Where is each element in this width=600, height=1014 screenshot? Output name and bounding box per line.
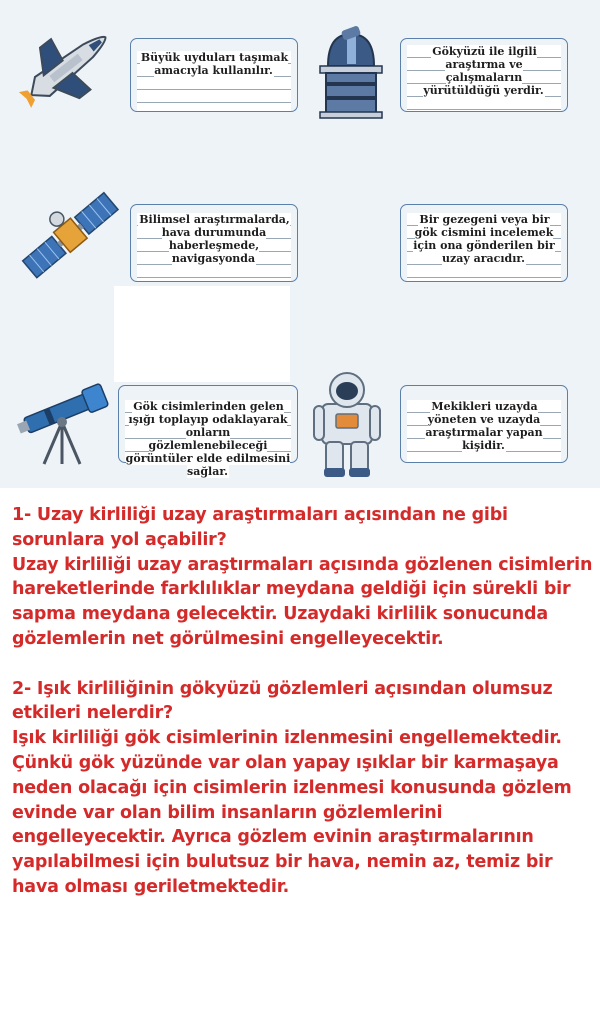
paragraph-gap <box>12 652 596 677</box>
card-probe <box>400 204 568 282</box>
worksheet-panel <box>0 0 600 488</box>
card-satellite <box>130 204 298 282</box>
card-astronaut <box>400 385 568 463</box>
observatory-icon <box>316 26 386 120</box>
card-shuttle-text: Büyük uyduları taşımak amacıyla kullanılır. <box>140 51 289 77</box>
card-telescope <box>118 385 298 478</box>
satellite-icon <box>18 186 124 286</box>
astronaut-icon <box>312 370 382 480</box>
card-shuttle <box>130 38 298 112</box>
card-telescope-text: Gök cisimlerinden gelen ışığı toplayıp odaklayarak onların gözlemlenebileceği görüntüler elde edilmesini sağlar. <box>125 400 291 478</box>
card-astronaut-text: Mekikleri uzayda yöneten ve uzayda araştırmalar yapan kişidir. <box>425 400 543 452</box>
blank-area <box>114 286 290 382</box>
answer-1: Uzay kirliliği uzay araştırmaları açısında gözlenen cisimlerin hareketlerinde farklılıklar meydana geldiği için sürekli bir sapma meydana gelecektir. Uzaydaki kirlilik sonucunda gözlemlerin net görülmesini engelleyecektir. <box>12 554 593 649</box>
card-observatory <box>400 38 568 112</box>
question-1: 1- Uzay kirliliği uzay araştırmaları açısından ne gibi sorunlara yol açabilir? <box>12 505 508 550</box>
questions-answers <box>12 503 596 900</box>
telescope-icon <box>16 372 116 466</box>
card-probe-text: Bir gezegeni veya bir gök cismini incelemek için ona gönderilen bir uzay aracıdır. <box>413 213 555 265</box>
card-satellite-text: Bilimsel araştırmalarda, hava durumunda haberleşmede, navigasyonda <box>139 213 290 265</box>
card-observatory-text: Gökyüzü ile ilgili araştırma ve çalışmaların yürütüldüğü yerdir. <box>423 45 544 97</box>
question-2: 2- Işık kirliliğinin gökyüzü gözlemleri açısından olumsuz etkileri nelerdir? <box>12 678 553 724</box>
answer-2: Işık kirliliği gök cisimlerinin izlenmesini engellemektedir. Çünkü gök yüzünde var olan yapay ışıklar bir karmaşaya neden olacağı için cisimlerin izlenmesi konusunda gözlem evinde var olan bilim insanların gözlemlerini engelleyecektir. Ayrıca gözlem evinin araştırmalarının yapılabilmesi için bulutsuz bir hava, nemin az, temiz bir hava olması geriletmektedir. <box>12 728 572 897</box>
space-shuttle-icon <box>14 26 118 110</box>
